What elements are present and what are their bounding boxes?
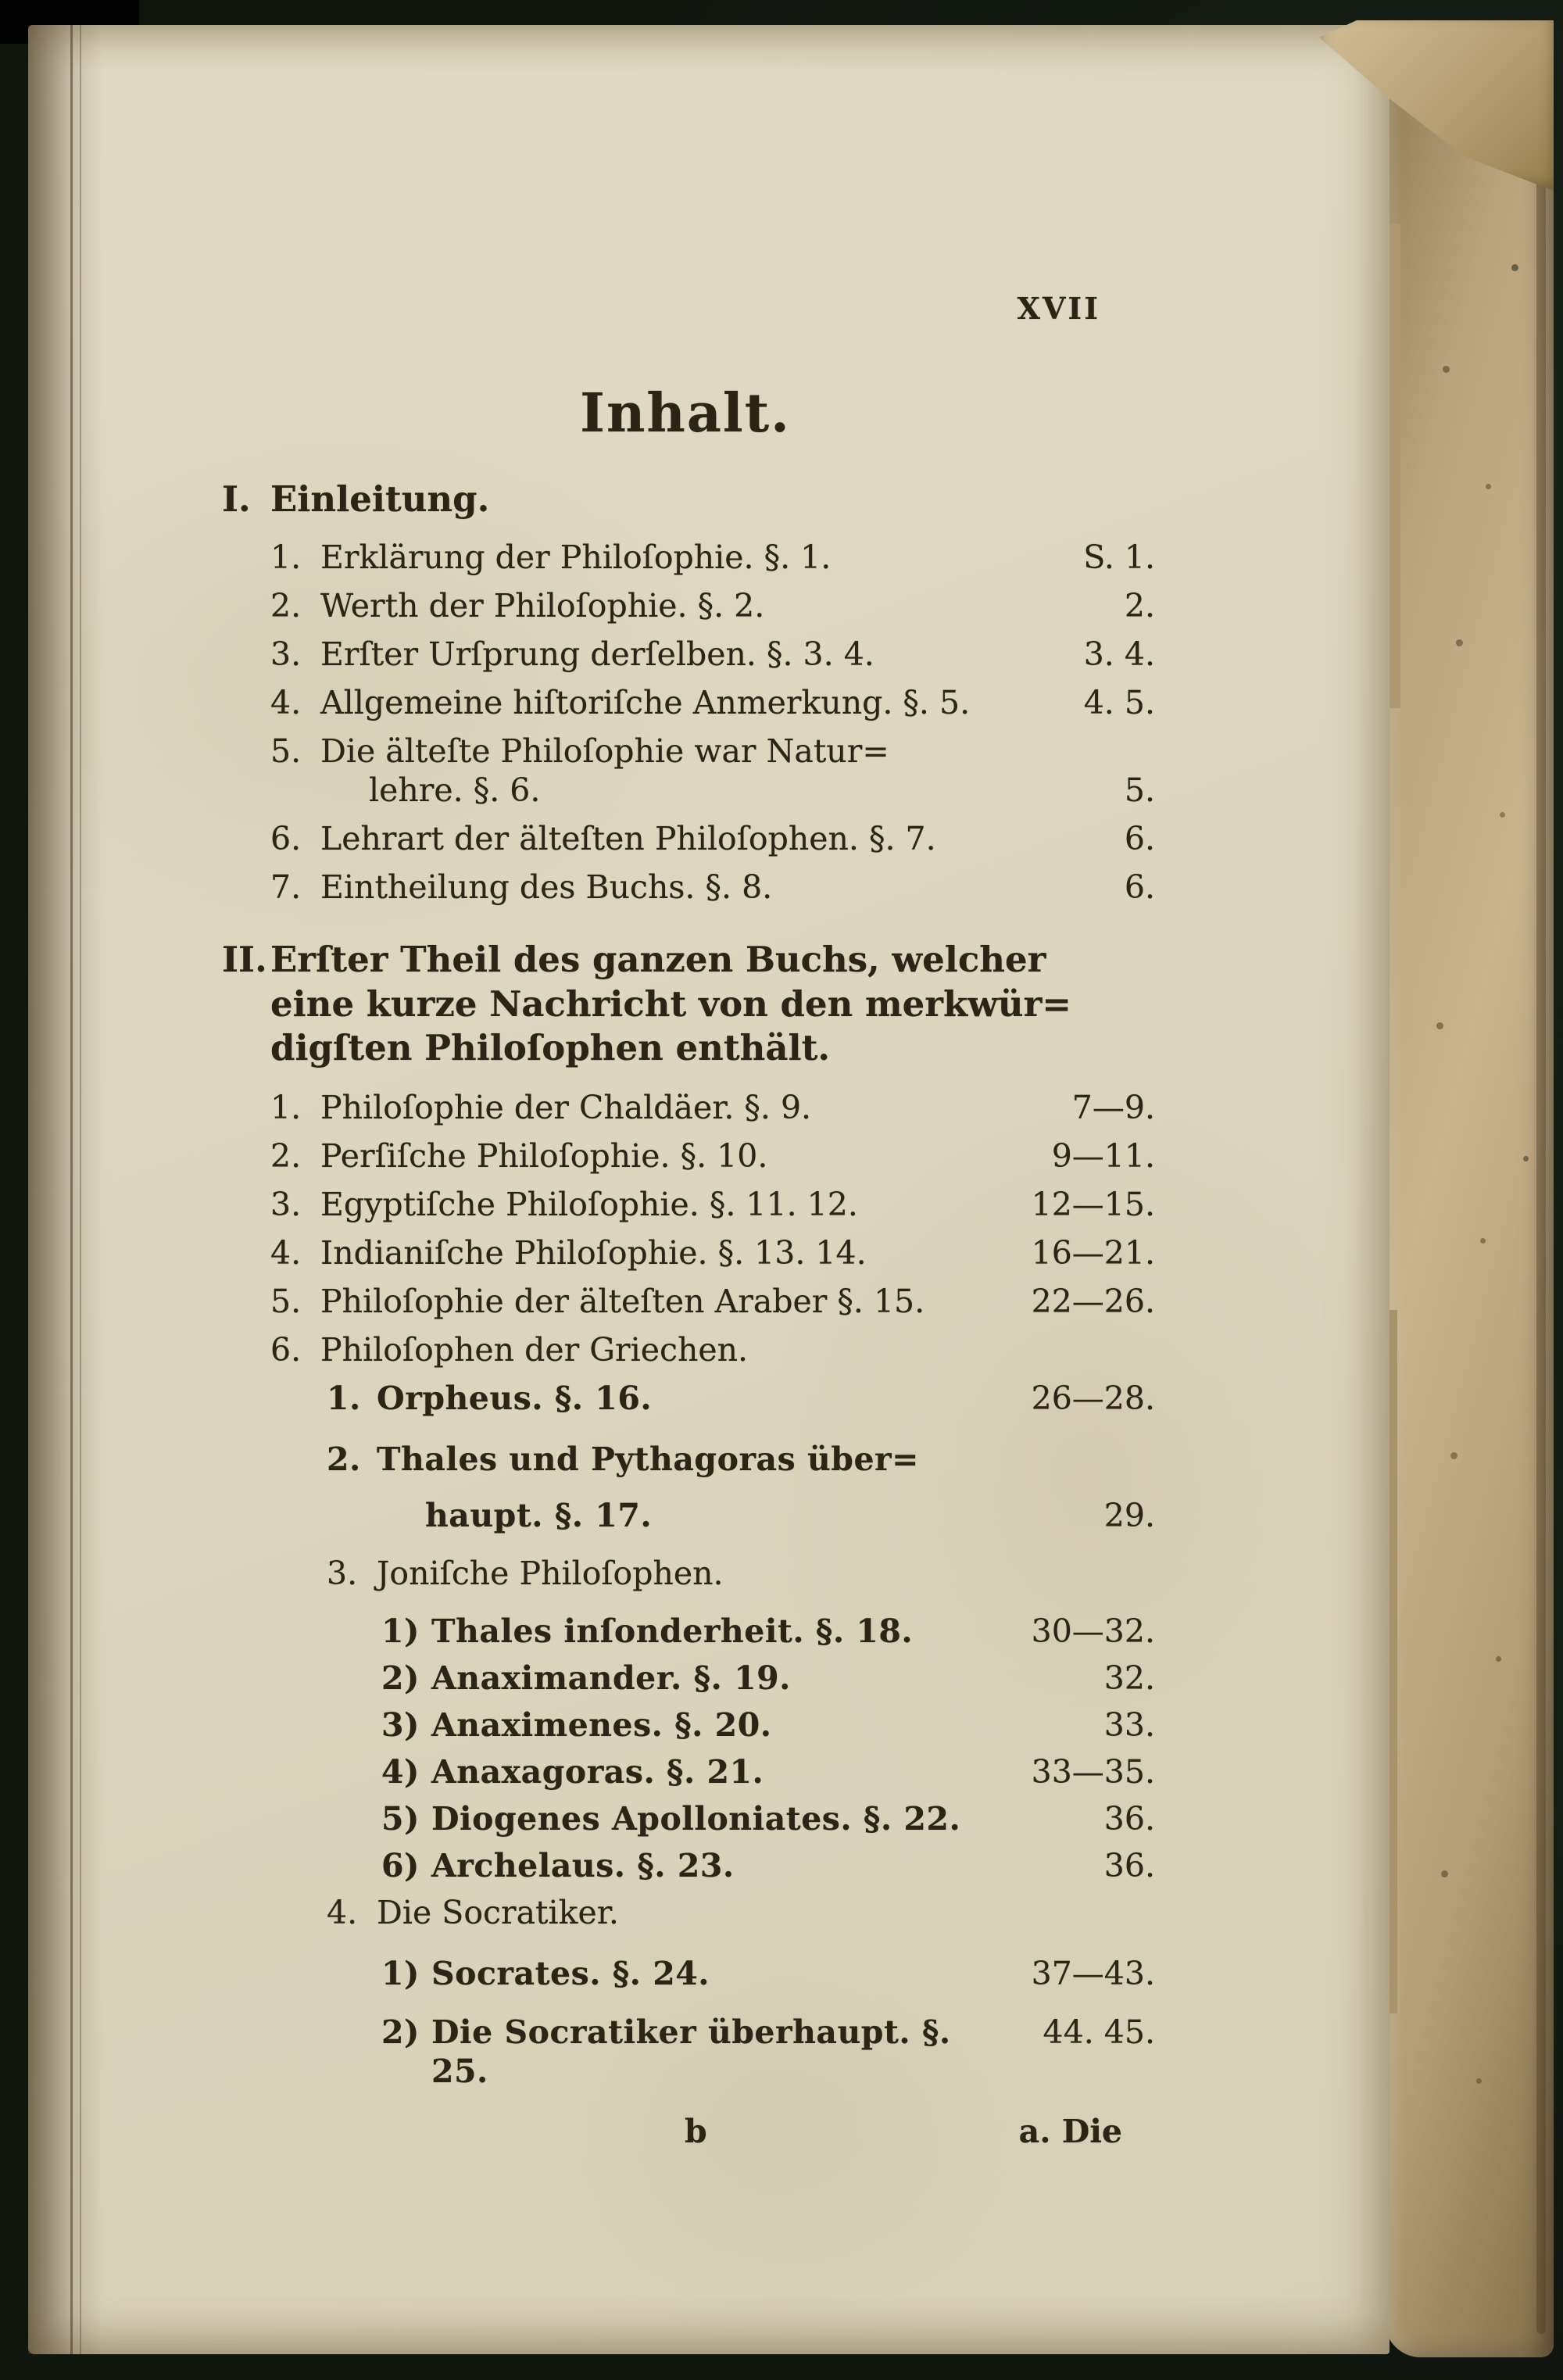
item-number: 1) [381,1612,420,1651]
toc-row [216,1233,1200,1272]
item-page: 3. 4. [1083,635,1155,673]
item-number: 2. [327,1440,361,1478]
item-page: 22—26. [1031,1282,1155,1320]
item-page: 2. [1124,586,1155,625]
toc-list-main [216,1088,1200,1369]
item-number: 4) [381,1753,420,1791]
toc-list-intro [216,538,1200,907]
toc-row [216,586,1200,625]
item-title: Anaximenes. §. 20. [431,1706,772,1745]
item-number: 5. [270,732,302,770]
item-page: 6. [1124,868,1155,906]
toc-row [216,1705,1200,1745]
book-page [28,25,1390,2354]
item-title-line: lehre. §. 6. [369,771,541,809]
item-number: 5) [381,1800,420,1838]
item-title-line: haupt. §. 17. [425,1497,653,1534]
toc-row [216,868,1200,907]
item-number: 2) [381,1659,420,1698]
item-page: 12—15. [1031,1185,1155,1223]
toc-row [216,1659,1200,1698]
item-number: 3. [270,635,302,673]
item-title: Die Socratiker überhaupt. §. 25. [431,2013,951,2091]
toc-row [216,538,1200,577]
item-page: 5. [1124,771,1155,809]
binding-gutter [28,25,122,2354]
book-fore-edge [1385,20,1554,2357]
item-number: 6. [270,1330,302,1369]
toc-row [216,1893,1200,1932]
toc-row [216,1088,1200,1127]
item-page: 4. 5. [1083,683,1155,721]
item-title: Anaximander. §. 19. [431,1659,791,1698]
item-number: 3. [327,1555,358,1593]
item-number: 1. [327,1379,361,1417]
section-title-line: Erſter Theil des ganzen Buchs, welcher [270,938,1046,980]
item-title: Archelaus. §. 23. [431,1847,735,1885]
item-title: Allgemeine hiſtoriſche Anmerkung. §. 5. [320,683,971,721]
item-title: Diogenes Apolloniates. §. 22. [431,1800,961,1838]
toc-row [216,1136,1200,1176]
item-page: 16—21. [1031,1233,1155,1272]
toc-row [216,732,1200,810]
toc-row [216,1799,1200,1838]
item-number: 2. [270,1136,302,1175]
item-title: Joniſche Philoſophen. [377,1555,724,1593]
toc-row [216,1282,1200,1321]
toc-row [216,1554,1200,1593]
toc-row [216,1185,1200,1224]
item-title: Philoſophen der Griechen. [320,1330,749,1369]
item-page: 37—43. [1031,1955,1155,1993]
item-number: 4. [327,1894,358,1932]
item-title: Perſiſche Philoſophie. §. 10. [320,1136,768,1175]
toc-row [216,1379,1200,1418]
toc-row [216,683,1200,722]
item-number: 3) [381,1706,420,1745]
toc-row [216,635,1200,674]
item-title: Thales inſonderheit. §. 18. [431,1612,914,1651]
page-number: XVII [1017,291,1100,326]
section-heading-intro [216,478,1200,522]
item-page: S. 1. [1083,538,1155,576]
edge-streak [1536,36,1546,2334]
item-page: 7—9. [1071,1088,1155,1126]
page-footer [216,2113,1200,2150]
item-title: Socrates. §. 24. [431,1955,710,1993]
toc-row [216,819,1200,858]
toc-row [216,1954,1200,1993]
item-page: 6. [1124,819,1155,857]
item-title: Die Socratiker. [377,1894,619,1932]
item-page: 9—11. [1051,1136,1155,1175]
toc-row [216,1440,1200,1535]
item-number: 6. [270,819,302,857]
item-title: Eintheilung des Buchs. §. 8. [320,868,773,906]
item-number: 1) [381,1955,420,1993]
section-title-line: eine kurze Nachricht von den merkwür= [270,982,1072,1025]
item-page: 26—28. [1031,1379,1155,1417]
section-label: II. [222,938,267,980]
item-title-line: Die älteſte Philoſophie war Natur= [320,732,889,770]
item-title: Erklärung der Philoſophie. §. 1. [320,538,832,576]
item-page: 36. [1103,1800,1155,1838]
item-title: Lehrart der älteſten Philoſophen. §. 7. [320,819,936,857]
toc-row [216,2013,1200,2091]
item-number: 2) [381,2013,420,2052]
section-heading-main [216,938,1200,1071]
item-title: Werth der Philoſophie. §. 2. [320,586,765,625]
item-page: 36. [1103,1847,1155,1885]
item-title: Anaxagoras. §. 21. [431,1753,764,1791]
item-title [377,1440,999,1535]
toc-list-ionians [216,1612,1200,1885]
item-title: Egyptiſche Philoſophie. §. 11. 12. [320,1185,858,1223]
section-title-line: digſten Philoſophen enthält. [270,1027,831,1069]
item-page: 33—35. [1031,1753,1155,1791]
item-page: 44. 45. [1043,2013,1155,2052]
toc-row [216,1846,1200,1885]
toc-row [216,1330,1200,1369]
toc-list-socratics [216,1954,1200,2091]
catchword: a. Die [1018,2113,1122,2151]
item-page: 32. [1103,1659,1155,1698]
item-title: Erſter Urſprung derſelben. §. 3. 4. [320,635,874,673]
item-number: 1. [270,538,302,576]
toc-row [216,1612,1200,1651]
item-page: 30—32. [1031,1612,1155,1651]
section-title [270,938,1200,1071]
item-number: 3. [270,1185,302,1223]
item-number: 5. [270,1282,302,1320]
item-title: Philoſophie der älteſten Araber §. 15. [320,1282,925,1320]
page-title: Inhalt. [580,382,791,445]
item-title [320,732,999,810]
toc-list-greeks [216,1379,1200,1593]
toc-row [216,1752,1200,1791]
section-title: Einleitung. [270,478,490,520]
item-title-line: Thales und Pythagoras über= [377,1440,919,1478]
page-content [216,291,1200,2150]
item-page: 29. [1103,1497,1155,1534]
toc-list-socratics-heading [216,1893,1200,1932]
section-label: I. [222,478,251,520]
item-number: 7. [270,868,302,906]
item-title: Philoſophie der Chaldäer. §. 9. [320,1088,812,1126]
item-number: 2. [270,586,302,625]
item-title: Orpheus. §. 16. [377,1379,653,1417]
item-number: 4. [270,683,302,721]
signature-mark: b [685,2113,707,2151]
item-number: 4. [270,1233,302,1272]
item-title: Indianiſche Philoſophie. §. 13. 14. [320,1233,867,1272]
age-spots [0,0,4,4]
item-number: 6) [381,1847,420,1885]
item-number: 1. [270,1088,302,1126]
item-page: 33. [1103,1706,1155,1745]
